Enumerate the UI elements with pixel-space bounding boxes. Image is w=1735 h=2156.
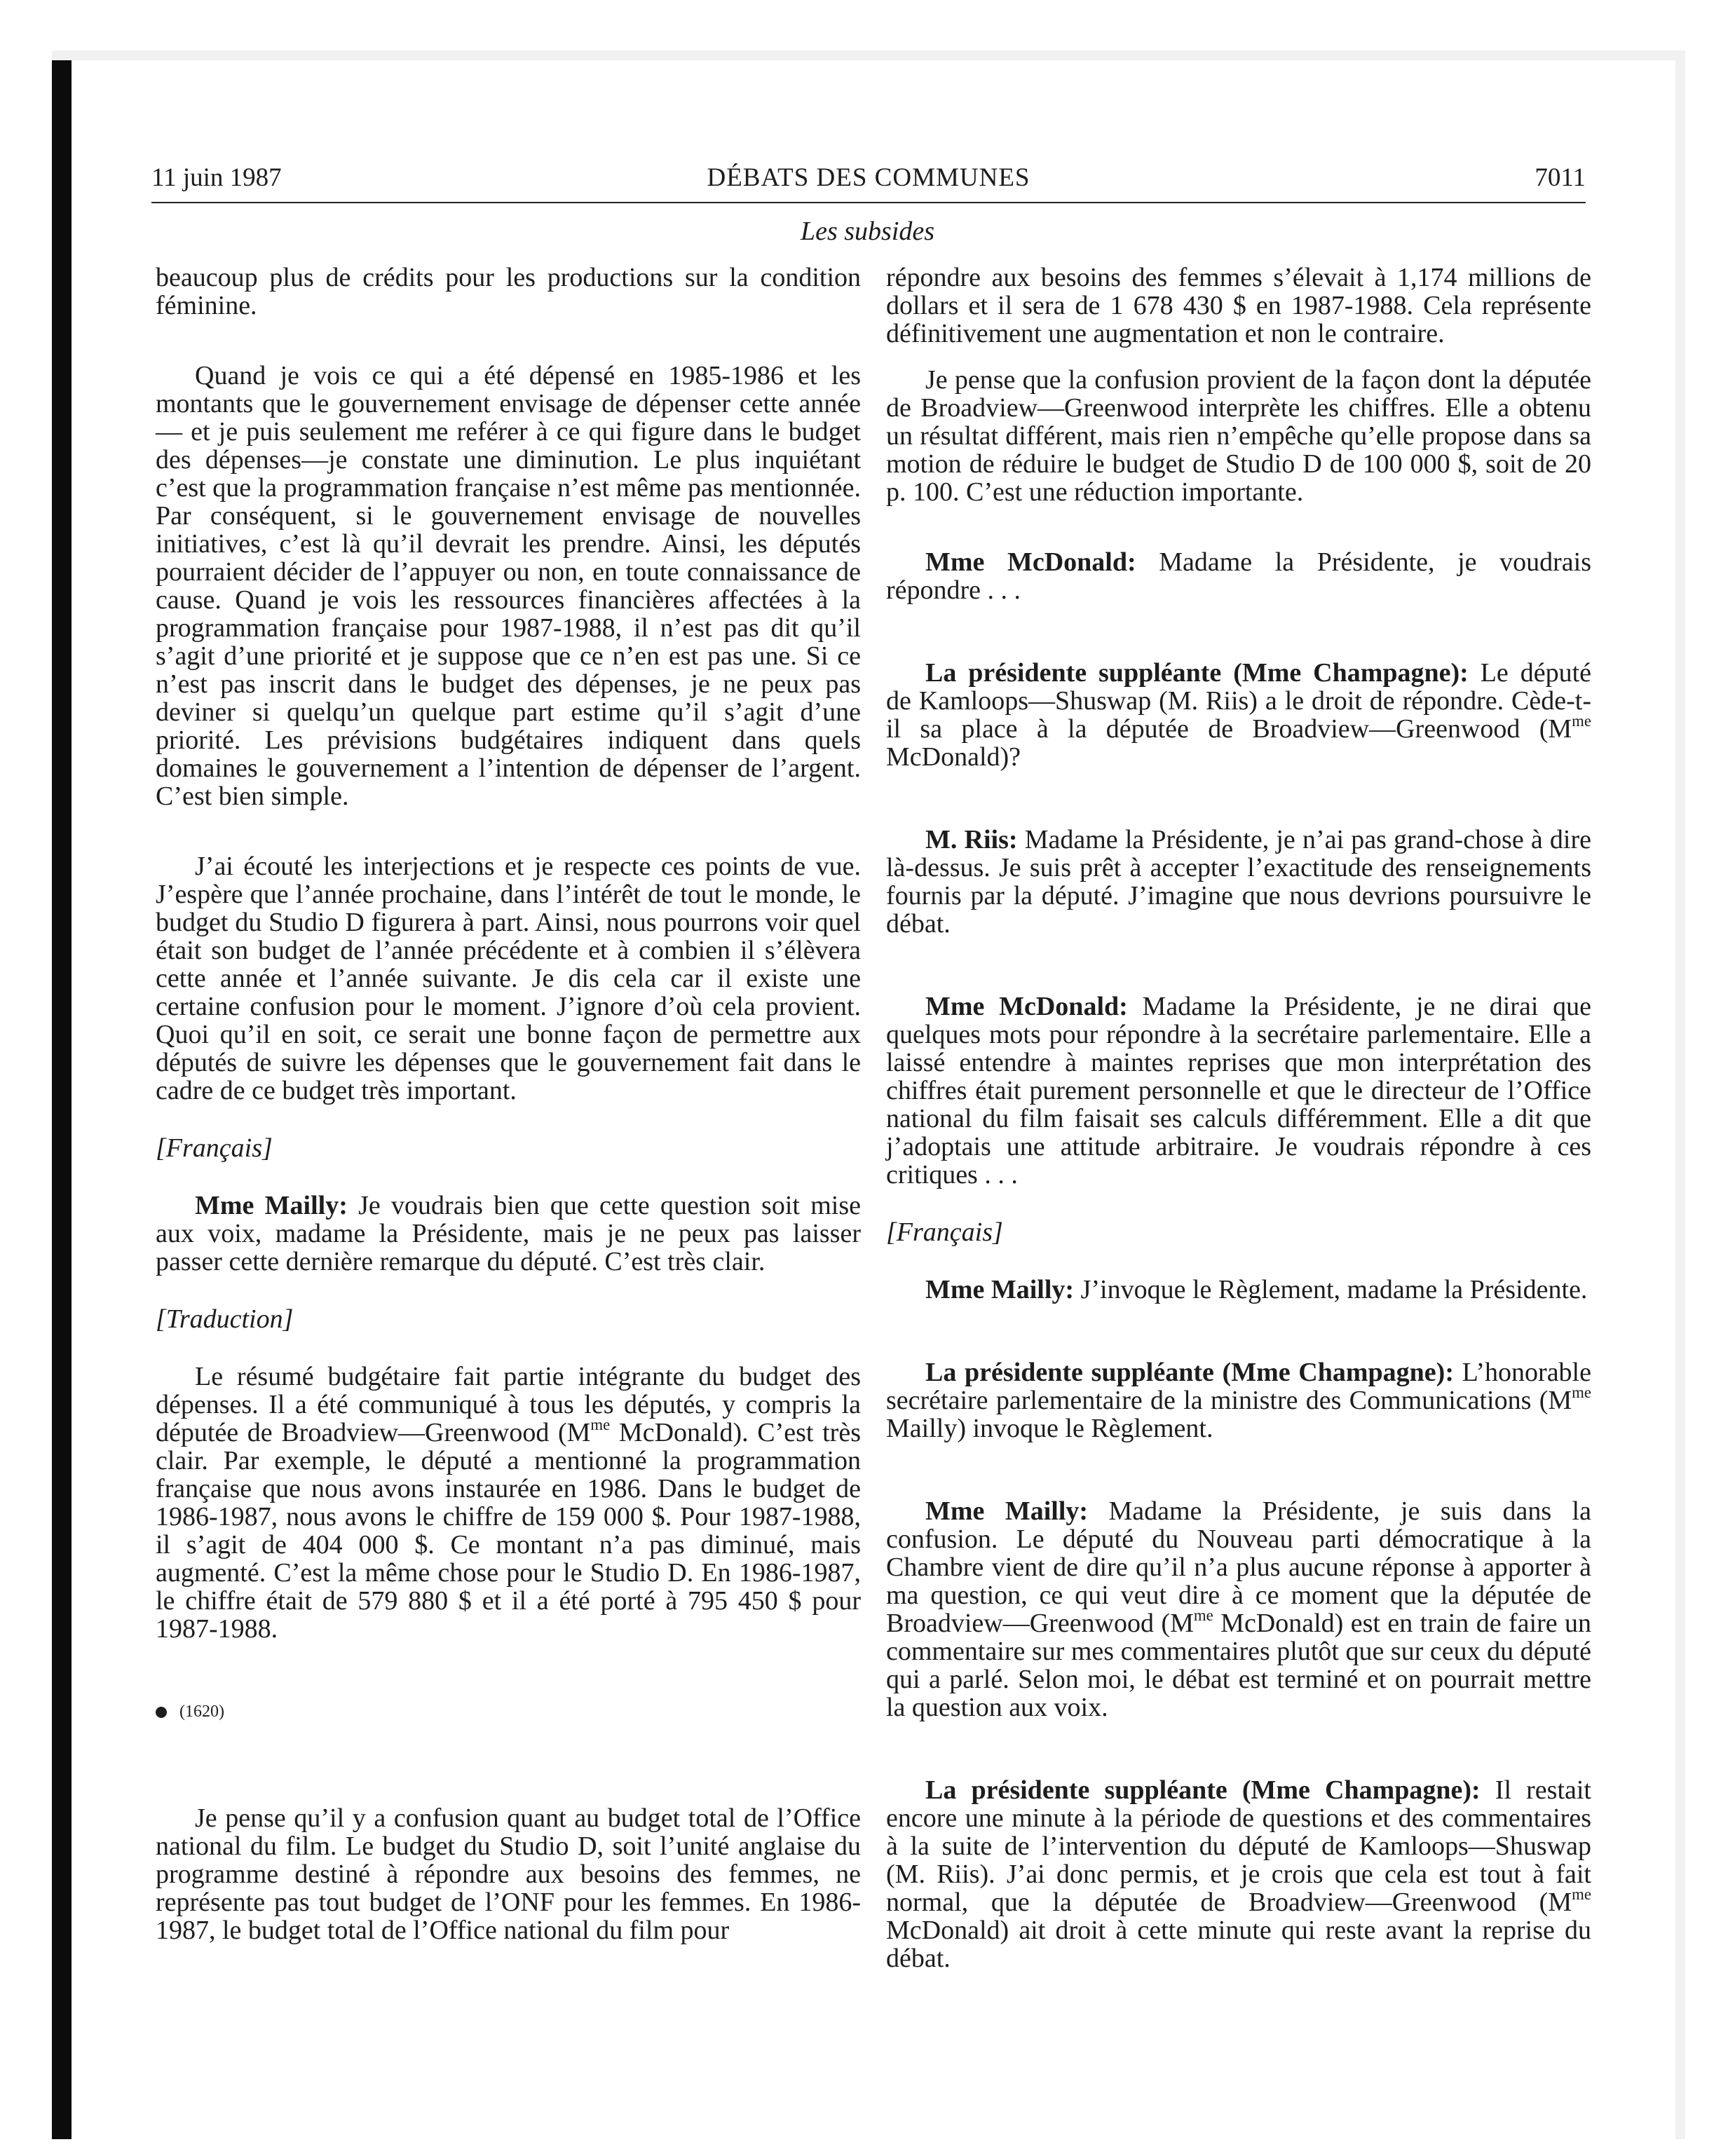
speech-text: McDonald) est en train de faire un commentaire sur mes commentaires plutôt que sur ceux du député qui a parlé. Selon moi, le débat est terminé et on pourrait mettre la question aux voix. [886,1609,1591,1722]
paragraph: Quand je vois ce qui a été dépensé en 1985-1986 et les montants que le gouvernement envisage de dépenser cette année— et je puis seulement me reférer à ce qui figure dans le budget des dépenses—je constate une diminution. Le plus inquiétant c’est que la programmation française n’est même pas mentionnée. Par conséquent, si le gouvernement envisage de nouvelles initiatives, c’est là qu’il devrait les prendre. Ainsi, les députés pourraient décider de l’appuyer ou non, en toute connaissance de cause. Quand je vois les ressources financières affectées à la programmation française pour 1987-1988, il n’est pas dit qu’il s’agit d’une priorité et je suppose que ce n’en est pas une. Si ce n’est pas inscrit dans le budget des dépenses, je ne peux pas deviner si quelqu’un quelque part estime qu’il s’agit d’une priorité. Les prévisions budgétaires indiquent dans quels domaines le gouvernement a l’intention de dépenser de l’argent. C’est bien simple. [156,361,861,811]
speech-text: J’invoque le Règlement, madame la Présidente. [1074,1275,1588,1304]
language-marker: [Français] [156,1133,273,1163]
speech-text: McDonald)? [886,742,1021,772]
language-marker: [Traduction] [156,1304,294,1334]
paragraph: J’ai écouté les interjections et je respecte ces points de vue. J’espère que l’année prochaine, dans l’intérêt de tout le monde, le budget du Studio D figurera à part. Ainsi, nous pourrons voir quel était son budget de l’année précédente et à combien il s’élèvera cette année et l’année suivante. Je dis cela car il existe une certaine confusion pour le moment. J’ignore d’où cela provient. Quoi qu’il en soit, ce serait une bonne façon de permettre aux députés de suivre les dépenses que le gouvernement fait dans le cadre de ce budget très important. [156,852,861,1105]
speaker-name: Mme McDonald: [925,547,1136,577]
speech-text: L’honorable secrétaire parlementaire de la ministre des Communications (M [886,1358,1591,1415]
speech-text: Le député de Kamloops—Shuswap (M. Riis) a le droit de répondre. Cède-t-il sa place à la députée de Broadview—Greenwood (M [886,658,1591,744]
speech-text: Madame la Présidente, je suis dans la confusion. Le député du Nouveau parti démocratique à la Chambre vient de dire qu’il n’a plus aucune réponse à apporter à ma question, ce qui veut dire à ce moment que la députée de Broadview—Greenwood (M [886,1496,1591,1638]
paragraph [156,1363,861,1643]
header-date: 11 juin 1987 [151,163,282,192]
paragraph-text: McDonald). C’est très clair. Par exemple, le député a mentionné la programmation française que nous avons instaurée en 1986. Dans le budget de 1986-1987, nous avons le chiffre de 159 000 $. Pour 1987-1988, il s’agit de 404 000 $. Ce montant n’a pas diminué, mais augmenté. C’est la même chose pour le Studio D. En 1986-1987, le chiffre était de 579 880 $ et il a été porté à 795 450 $ pour 1987-1988. [156,1418,861,1644]
paragraph: répondre aux besoins des femmes s’élevait à 1,174 millions de dollars et il sera de 1 678 430 $ en 1987-1988. Cela représente définitivement une augmentation et non le contraire. [886,263,1591,348]
left-column [156,264,861,1944]
superscript: me [1193,1606,1213,1625]
speaker-name: Mme Mailly: [925,1275,1075,1304]
speech [886,992,1591,1189]
speech [886,826,1591,938]
speech-text: Madame la Présidente, je ne dirai que quelques mots pour répondre à la secrétaire parlementaire. Elle a laissé entendre à maintes reprises que mon interprétation des chiffres était purement personnelle et que le directeur de l’Office national du film faisait ses calculs différemment. Elle a dit que j’adoptais une attitude arbitraire. Je voudrais répondre à ces critiques . . . [886,992,1591,1189]
speaker-name: M. Riis: [925,825,1018,854]
speech [886,1497,1591,1721]
speech-text: McDonald) ait droit à cette minute qui reste avant la reprise du débat. [886,1916,1591,1973]
speech-text: Il restait encore une minute à la période de questions et des commentaires à la suite de l’intervention du député de Kamloops—Shuswap (M. Riis). J’ai donc permis, et je crois que cela est tout à fait normal, que la députée de Broadview—Greenwood (M [886,1775,1591,1917]
speech [886,1276,1591,1304]
speech-text: Madame la Présidente, je voudrais répondre . . . [886,547,1591,605]
header-rule [151,202,1586,203]
language-marker: [Français] [886,1217,1003,1247]
paragraph: Je pense que la confusion provient de la façon dont la députée de Broadview—Greenwood interprète les chiffres. Elle a obtenu un résultat différent, mais rien n’empêche qu’elle propose dans sa motion de réduire le budget de Studio D de 100 000 $, soit de 20 p. 100. C’est une réduction importante. [886,365,1591,507]
header-title: DÉBATS DES COMMUNES [707,163,1030,192]
speech [886,548,1591,604]
scan-border-left [52,50,72,2139]
speech-text: Je voudrais bien que cette question soit mise aux voix, madame la Présidente, mais je ne peux pas laisser passer cette dernière remarque du député. C’est très clair. [156,1191,861,1276]
superscript: me [1572,1384,1591,1402]
scan-border-right [1675,50,1685,2139]
scan-border-top [52,50,1685,60]
bullet-icon [156,1707,167,1718]
speaker-name: La présidente suppléante (Mme Champagne): [925,1358,1454,1387]
speaker-name: Mme Mailly: [925,1496,1089,1526]
paragraph: Je pense qu’il y a confusion quant au budget total de l’Office national du film. Le budget du Studio D, soit l’unité anglaise du programme destiné à répondre aux besoins des femmes, ne représente pas tout budget de l’ONF pour les femmes. En 1986-1987, le budget total de l’Office national du film pour [156,1803,861,1945]
superscript: me [590,1416,611,1434]
page-number: 7011 [1535,163,1586,192]
speech [156,1192,861,1276]
page-header [151,163,1586,202]
superscript: me [1572,712,1591,730]
right-column [886,264,1591,1972]
timestamp-text: (1620) [179,1703,224,1721]
speech [886,1776,1591,1972]
speaker-name: La présidente suppléante (Mme Champagne): [925,1775,1481,1805]
speech [886,1358,1591,1442]
speaker-name: Mme McDonald: [925,992,1128,1021]
speech-text: Madame la Présidente, je n’ai pas grand-chose à dire là-dessus. Je suis prêt à accepter l’exactitude des renseignements fournis par la député. J’imagine que nous devrions poursuivre le débat. [886,825,1591,939]
superscript: me [1572,1885,1591,1904]
speaker-name: La présidente suppléante (Mme Champagne): [925,658,1469,688]
speaker-name: Mme Mailly: [195,1191,348,1220]
speech-text: Mailly) invoque le Règlement. [886,1414,1213,1443]
paragraph: beaucoup plus de crédits pour les productions sur la condition féminine. [156,263,861,320]
timestamp [156,1698,861,1726]
section-heading: Les subsides [800,217,935,246]
speech [886,659,1591,771]
paragraph-text: Le résumé budgétaire fait partie intégrante du budget des dépenses. Il a été communiqué à tous les députés, y compris la députée de Broadview—Greenwood (M [156,1362,861,1447]
